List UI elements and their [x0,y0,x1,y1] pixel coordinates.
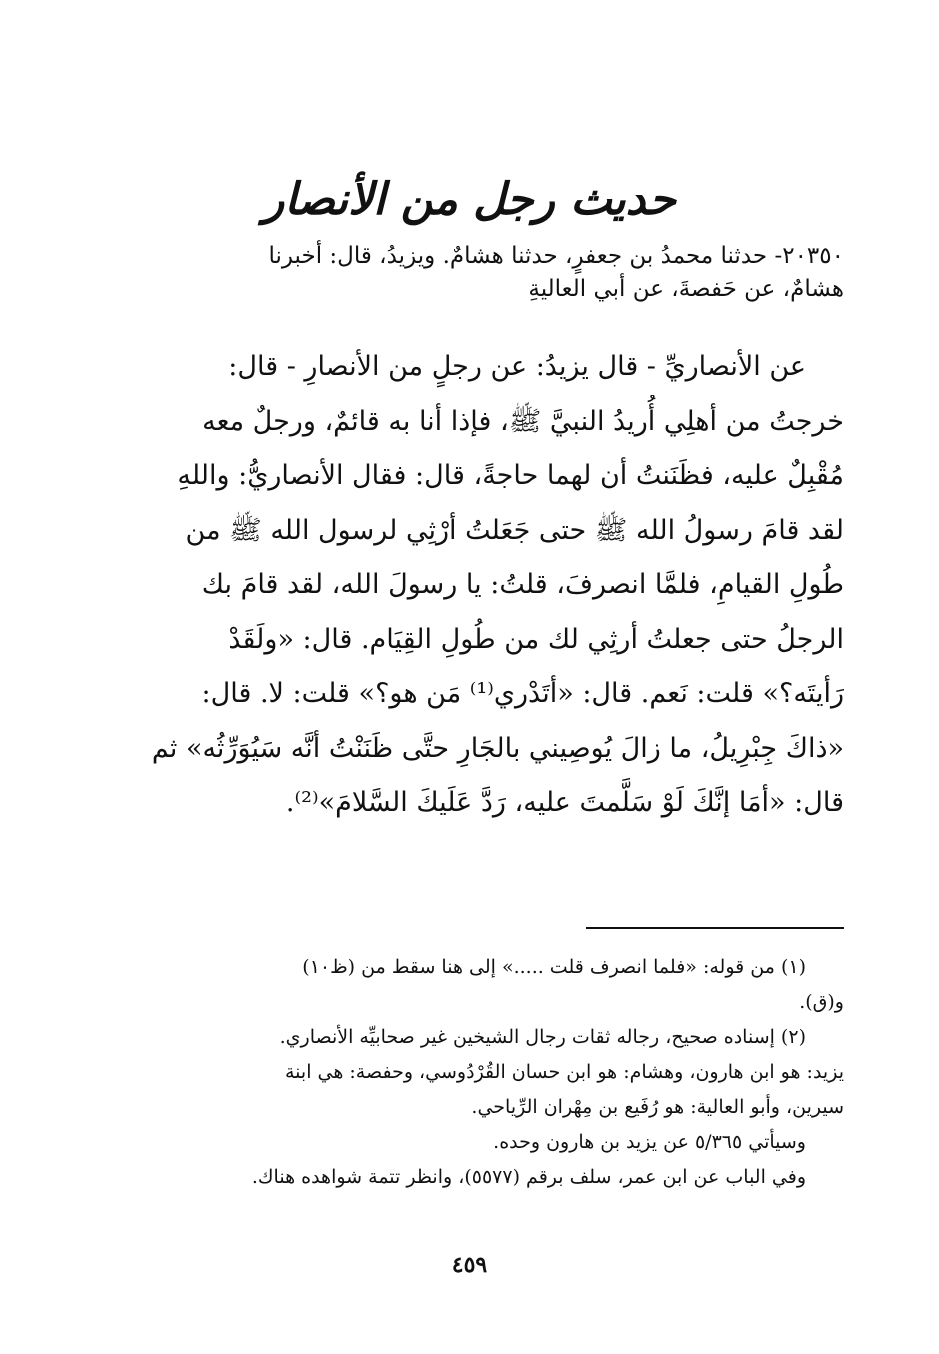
hadith-text [132,340,844,831]
hadith-line: طُولِ القيامِ، فلمَّا انصرفَ، قلتُ: يا رسولَ الله، لقد قامَ بك [201,569,844,600]
isnad-line: هشامٌ، عن حَفصةَ، عن أبي العاليةِ [528,276,844,302]
isnad-line: ٢٠٣٥٠- حدثنا محمدُ بن جعفرٍ، حدثنا هشامٌ. ويزيدُ، قال: أخبرنا [268,243,844,269]
footnote-line: (٢) إسناده صحيح، رجاله ثقات رجال الشيخين غير صحابيِّه الأنصاري. [279,1026,806,1048]
hadith-isnad [132,240,844,306]
footnote-separator [586,927,844,929]
footnote-line: يزيد: هو ابن هارون، وهشام: هو ابن حسان القُرْدُوسي، وحفصة: هي ابنة [284,1061,844,1083]
hadith-line: قال: «أمَا إنَّكَ لَوْ سَلَّمتَ عليه، رَدَّ عَلَيكَ السَّلامَ»⁽²⁾. [285,787,844,818]
hadith-line: «ذاكَ جِبْرِيلُ، ما زالَ يُوصِيني بالجَارِ حتَّى ظَنَنْتُ أنَّه سَيُوَرِّثُه» ثم [151,732,844,764]
hadith-line: الرجلُ حتى جعلتُ أرثِي لك من طُولِ القِيَام. قال: «ولَقَدْ [228,623,844,655]
footnote-line: (١) من قوله: «فلما انصرف قلت .....» إلى هنا سقط من (ظ١٠) [302,956,806,978]
hadith-line: خرجتُ من أهلِي أُريدُ النبيَّ ﷺ، فإذا أنا به قائمٌ، ورجلٌ معه [202,405,844,437]
hadith-line: لقد قامَ رسولُ الله ﷺ حتى جَعَلتُ أرْثِي لرسول الله ﷺ من [185,514,844,546]
hadith-line: مُقْبِلٌ عليه، فظَنَنتُ أن لهما حاجةً، قال: فقال الأنصاريُّ: واللهِ [177,460,844,491]
page-number: ٤٥٩ [451,1252,488,1278]
footnote-line: و(ق). [799,991,844,1013]
footnote-line: وسيأتي ٥/٣٦٥ عن يزيد بن هارون وحده. [493,1131,806,1153]
footnote-line: سيرين، وأبو العالية: هو رُفَيع بن مِهْران الرِّياحي. [471,1096,844,1118]
footnote-line: وفي الباب عن ابن عمر، سلف برقم (٥٥٧٧)، وانظر تتمة شواهده هناك. [251,1166,806,1188]
chapter-title: حديث رجل من الأنصار [263,174,676,225]
hadith-line: عن الأنصاريِّ - قال يزيدُ: عن رجلٍ من الأنصارِ - قال: [228,351,806,382]
footnotes [132,950,844,1195]
hadith-line: رَأيتَه؟» قلت: نَعم. قال: «أتَدْري⁽¹⁾ مَن هو؟» قلت: لا. قال: [201,678,844,709]
